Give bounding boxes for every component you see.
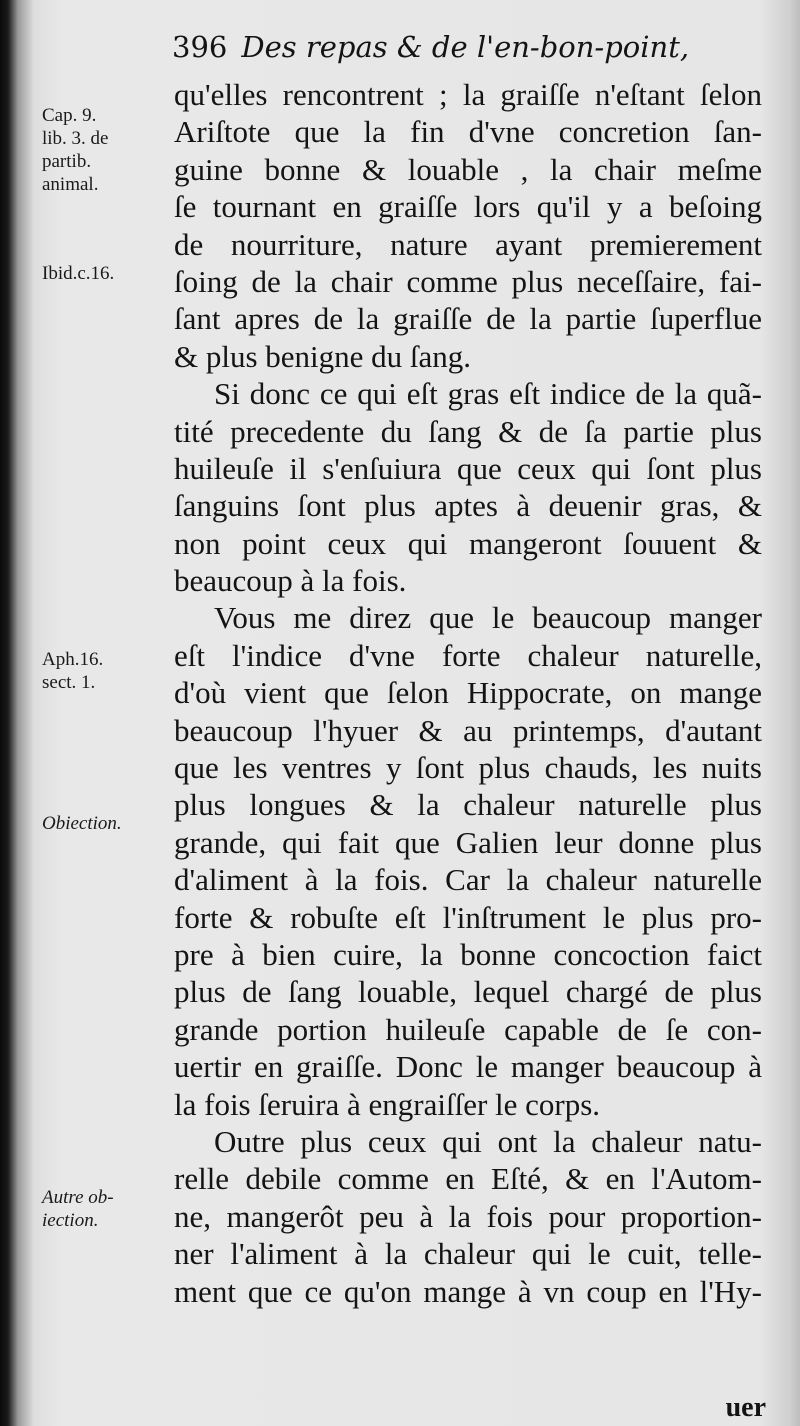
margin-note-line: partib. xyxy=(42,151,92,172)
margin-note-line: Ibid.c.16. xyxy=(42,263,115,284)
text-line: & plus benigne du ſang. xyxy=(174,338,472,374)
text-line: non point ceux qui mangeront ſouuent & xyxy=(174,525,762,561)
text-line: ner l'aliment à la chaleur qui le cuit, telle- xyxy=(174,1236,762,1272)
text-line: ſanguins ſont plus aptes à deuenir gras, & xyxy=(174,488,762,524)
catchword: uer xyxy=(725,1392,766,1423)
margin-note-line: lib. 3. de xyxy=(42,128,109,149)
text-line: forte & robuſte eſt l'inſtrument le plus pro- xyxy=(174,899,762,935)
margin-note-line: iection. xyxy=(42,1210,99,1231)
text-line: de nourriture, nature ayant premierement xyxy=(174,226,762,262)
margin-note-line: Cap. 9. xyxy=(42,105,97,126)
text-line: beaucoup l'hyuer & au printemps, d'autant xyxy=(174,712,762,748)
text-line: ne, mangerôt peu à la fois pour proportion- xyxy=(174,1198,762,1234)
text-line: plus longues & la chaleur naturelle plus xyxy=(174,787,762,823)
text-line: tité precedente du ſang & de ſa partie plus xyxy=(174,413,762,449)
text-line: qu'elles rencontrent ; la graiſſe n'eſtant ſelon xyxy=(174,77,762,112)
text-line: guine bonne & louable , la chair meſme xyxy=(174,151,762,187)
text-line: eſt l'indice d'vne forte chaleur naturelle, xyxy=(174,637,762,673)
margin-note-other-objection xyxy=(42,1186,172,1232)
margin-note-aristotle-citation xyxy=(42,104,172,196)
text-line: Ariſtote que la fin d'vne concretion ſan- xyxy=(174,114,762,150)
margin-note-line: Aph.16. xyxy=(42,649,104,670)
margin-note-ibid xyxy=(42,262,172,285)
text-line: plus de ſang louable, lequel chargé de plus xyxy=(174,974,762,1010)
text-line: pre à bien cuire, la bonne concoction faict xyxy=(174,936,762,972)
paragraph-start-line: Vous me direz que le beaucoup manger xyxy=(214,600,762,636)
margin-note-aphorism xyxy=(42,648,172,694)
text-line: la fois ſeruira à engraiſſer le corps. xyxy=(174,1086,601,1122)
text-line: grande portion huileuſe capable de ſe con- xyxy=(174,1011,762,1047)
paragraph-start-line: Si donc ce qui eſt gras eſt indice de la quã- xyxy=(214,376,762,412)
margin-note-line: Obiection. xyxy=(42,813,122,834)
text-line: que les ventres y ſont plus chauds, les nuits xyxy=(174,750,762,786)
margin-note-objection xyxy=(42,812,172,835)
page-number: 396 xyxy=(172,30,228,64)
text-line: d'aliment à la fois. Car la chaleur naturelle xyxy=(174,862,762,898)
text-line: uertir en graiſſe. Donc le manger beaucoup à xyxy=(174,1049,762,1085)
body-text xyxy=(174,76,762,1310)
text-line: ſant apres de la graiſſe de la partie ſuperflue xyxy=(174,301,762,337)
margin-note-line: Autre ob- xyxy=(42,1187,114,1208)
text-line: d'où vient que ſelon Hippocrate, on mange xyxy=(174,675,762,711)
margin-note-line: sect. 1. xyxy=(42,672,96,693)
text-line: grande, qui fait que Galien leur donne plus xyxy=(174,824,762,860)
paragraph-start-line: Outre plus ceux qui ont la chaleur natu- xyxy=(214,1123,762,1159)
running-title: Des repas & de l'en-bon-point, xyxy=(241,30,690,64)
margin-note-line: animal. xyxy=(42,174,99,195)
text-line: beaucoup à la fois. xyxy=(174,563,407,599)
text-line: ſoing de la chair comme plus neceſſaire, fai- xyxy=(174,263,762,299)
text-line: ment que ce qu'on mange à vn coup en l'Hy- xyxy=(174,1273,762,1309)
text-line: ſe tournant en graiſſe lors qu'il y a beſoing xyxy=(174,189,762,225)
text-line: relle debile comme en Eſté, & en l'Autom- xyxy=(174,1161,762,1197)
running-head xyxy=(172,30,772,70)
text-line: huileuſe il s'enſuiura que ceux qui ſont plus xyxy=(174,450,762,486)
